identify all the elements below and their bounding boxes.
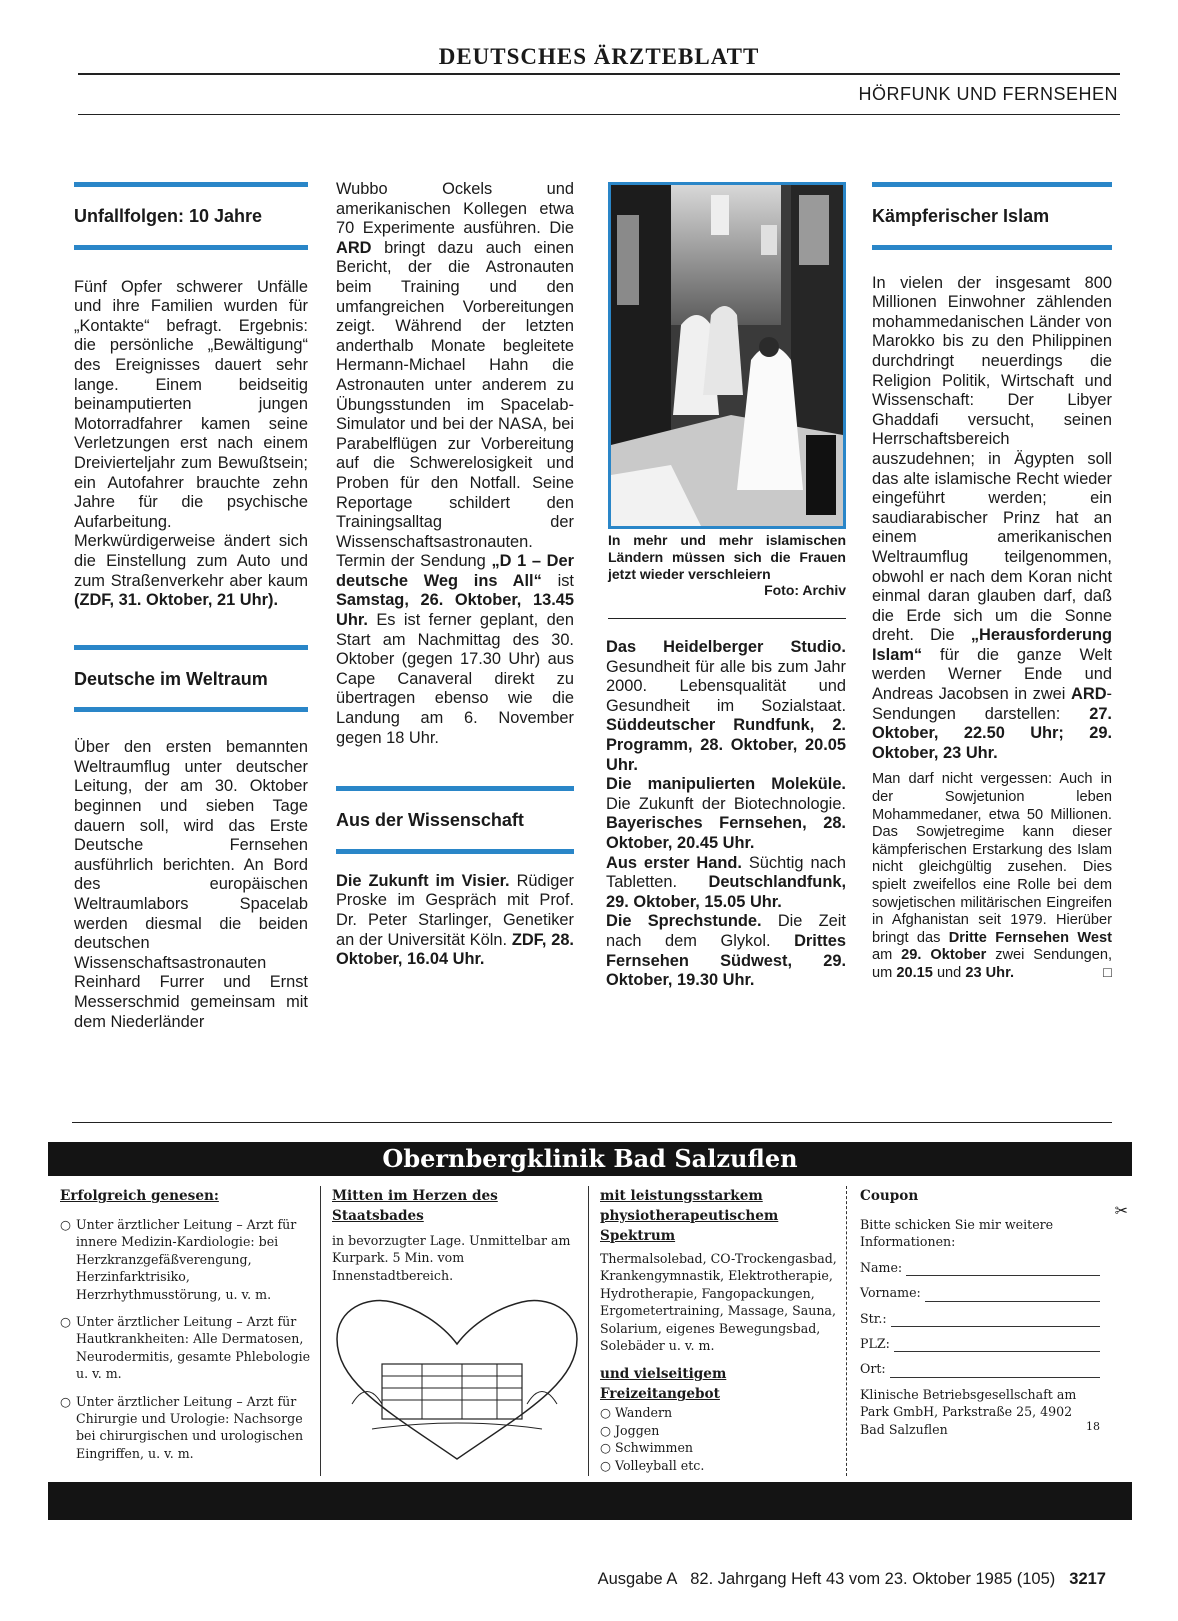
column-2 bbox=[336, 180, 574, 970]
ad-option: ○ Unter ärztlicher Leitung – Arzt für innere Medizin-Kardiologie: bei Herzkranzgefäßverengung, Herzinfarktrisiko, Herzrhythmusstörung, u. v. m. bbox=[60, 1217, 297, 1302]
ad-heading-freizeit: und vielseitigem Freizeitangebot bbox=[600, 1366, 727, 1403]
article-text-islam-sowjetunion: Man darf nicht vergessen: Auch in der Sowjetunion leben Mohammedaner, etwa 50 Millionen. Das Sowjetregime kann dieser kämpferischen Erstarkung des Islam nicht gleichgültig zusehen. Dies spielt zweifellos eine Rolle bei dem sowjetischen militärischen Eingreifen in Afghanistan seit 1979. Hierüber bringt das Dritte Fernsehen West am 29. Oktober zwei Sendungen, um 20.15 und 23 Uhr. □ bbox=[872, 771, 1113, 981]
article-text-weltraum: Über den ersten bemannten Weltraumflug unter deutscher Leitung, der am 30. Oktober beginnen und sieben Tage dauern soll, wird das Erste Deutsche Fernsehen ausführlich berichten. An Bord des europäischen Weltraumlabors Spacelab werden diesmal die beiden deutschen Wissenschaftsastronauten Reinhard Furrer und Ernst Messerschmid gemeinsam mit dem Niederländer bbox=[74, 738, 308, 1031]
ad-bottom-bar bbox=[48, 1482, 1132, 1520]
ad-option: ○ Wandern bbox=[600, 1405, 673, 1421]
masthead-rule bbox=[78, 73, 1120, 75]
ad-column-staatsbad bbox=[332, 1186, 582, 1469]
ad-top-rule bbox=[72, 1122, 1112, 1123]
advertisement-obernbergklinik bbox=[48, 1142, 1132, 1536]
circle-icon: ○ bbox=[60, 1393, 71, 1409]
heading-bar-bottom bbox=[872, 245, 1112, 250]
photo-credit: Foto: Archiv bbox=[764, 582, 846, 599]
article-text-weltraum-continued: Wubbo Ockels und amerikanischen Kollegen etwa 70 Experimente ausführen. Die ARD bringt dazu auch einen Bericht, der die Astronauten beim Training und den umfangreichen Vorbereitungen zeigt. Während der letzten anderthalb Monate begleitete Hermann-Michael Hahn die Astronauten unter anderem zu Übungsstunden im Spacelab-Simulator und bei der NASA, bei Parabelflügen zur Vorbereitung auf die Schwerelosigkeit und Proben für den Notfall. Seine Reportage schildert den Trainingsalltag der Wissenschaftsastronauten. Termin der Sendung „D 1 – Der deutsche Weg ins All“ ist Samstag, 26. Oktober, 13.45 Uhr. Es ist ferner geplant, den Start am Nachmittag des 30. Oktober (gegen 17.30 Uhr) aus Cape Canaveral direkt zu übertragen ebenso wie die Landung am 6. November gegen 18 Uhr. bbox=[336, 180, 574, 747]
article-text-unfallfolgen: Fünf Opfer schwerer Unfälle und ihre Familien wurden für „Kontakte“ befragt. Ergebnis: die persönliche „Bewältigung“ des Ereignisses dauert sehr lange. Einem beidseitig beinamputierten jungen Motorradfahrer kamen seine Verletzungen erst nach einem Dreivierteljahr zum Bewußtsein; ein Autofahrer brauchte zehn Jahre für die psychische Aufarbeitung. Merkwürdigerweise ändert sich die Einstellung zum Auto und zum Straßenverkehr aber kaum (ZDF, 31. Oktober, 21 Uhr). bbox=[74, 277, 308, 610]
article-heading-weltraum: Deutsche im Weltraum bbox=[74, 668, 268, 689]
article-heading-islam: Kämpferischer Islam bbox=[872, 206, 1050, 226]
section-title: HÖRFUNK UND FERNSEHEN bbox=[858, 84, 1118, 104]
listing-molekuele: Die manipulierten Moleküle. Die Zukunft der Biotechnologie. Bayerisches Fernsehen, 28. Oktober, 20.45 Uhr. bbox=[606, 775, 846, 852]
ad-option: ○ Schwimmen bbox=[600, 1440, 694, 1456]
caption-rule bbox=[608, 618, 846, 619]
ad-text-physiotherapie: Thermalsolebad, CO-Trockengasbad, Krankengymnastik, Elektrotherapie, Hydrotherapie, Fangopackungen, Ergometertraining, Massage, Sauna, Solarium, eigenes Bewegungsbad, Solebäder u. v. m. bbox=[600, 1251, 837, 1354]
circle-icon: ○ bbox=[600, 1422, 615, 1438]
ad-column-physiotherapie bbox=[600, 1186, 838, 1474]
end-mark: □ bbox=[1103, 964, 1112, 981]
circle-icon: ○ bbox=[600, 1405, 615, 1421]
ad-option: ○ Joggen bbox=[600, 1422, 660, 1438]
ad-heading-physiotherapie: mit leistungsstarkem physiotherapeutischem Spektrum bbox=[600, 1188, 779, 1244]
coupon-heading: Coupon bbox=[860, 1188, 919, 1204]
coupon bbox=[860, 1186, 1128, 1438]
circle-icon: ○ bbox=[60, 1217, 71, 1232]
circle-icon: ○ bbox=[600, 1457, 615, 1473]
section-rule bbox=[78, 114, 1120, 115]
heart-clinic-illustration bbox=[332, 1294, 582, 1464]
scissors-icon: ✂ bbox=[1114, 1201, 1128, 1220]
coupon-reference-number: 18 bbox=[1086, 1420, 1100, 1433]
ad-column-genesen bbox=[60, 1186, 312, 1462]
heading-bar-bottom bbox=[336, 849, 574, 854]
ad-option: ○ Volleyball etc. bbox=[600, 1457, 705, 1473]
ad-divider bbox=[320, 1186, 321, 1476]
article-text-islam: In vielen der insgesamt 800 Millionen Einwohner zählenden mohammedanischen Länder von Marokko bis zu den Philippinen durchdringt neuerdings die Religion Politik, Wirtschaft und Wissenschaft: Der Libyer Ghaddafi versucht, seinen Herrschaftsbereich auszudehnen; in Ägypten soll das alte islamische Recht wieder eingeführt werden; ein saudiarabischer Prinz hat an einem amerikanischen Weltraumflug teilgenommen, obwohl er nach dem Koran nicht einmal daran glauben darf, daß die Erde sich um die Sonne dreht. Die „Herausforderung Islam“ für die ganze Welt werden Werner Ende und Andreas Jacobsen in zwei ARD-Sendungen darstellen: 27. Oktober, 22.50 Uhr; 29. Oktober, 23 Uhr. bbox=[872, 273, 1112, 762]
column-3-listings bbox=[606, 638, 846, 991]
ad-text-staatsbad: in bevorzugter Lage. Unmittelbar am Kurpark. 5 Min. vom Innenstadtbereich. bbox=[332, 1233, 571, 1283]
ad-divider bbox=[588, 1186, 589, 1476]
coupon-strasse-field[interactable]: Str.: bbox=[860, 1310, 1100, 1327]
masthead: DEUTSCHES ÄRZTEBLATT bbox=[438, 44, 760, 69]
article-heading-unfallfolgen: Unfallfolgen: 10 Jahre bbox=[74, 206, 263, 226]
heading-bar-bottom bbox=[74, 245, 308, 250]
page-number: 3217 bbox=[1069, 1570, 1106, 1588]
column-1 bbox=[74, 182, 308, 1032]
coupon-address: Klinische Betriebsgesellschaft am Park GmbH, Parkstraße 25, 4902 Bad Salzuflen bbox=[860, 1386, 1077, 1437]
coupon-ort-field[interactable]: Ort: bbox=[860, 1360, 1100, 1377]
coupon-text: Bitte schicken Sie mir weitere Informationen: bbox=[860, 1217, 1054, 1250]
ad-heading-genesen: Erfolgreich genesen: bbox=[60, 1188, 219, 1204]
coupon-plz-field[interactable]: PLZ: bbox=[860, 1335, 1100, 1352]
photo-caption: In mehr und mehr islamischen Ländern müssen sich die Frauen jetzt wieder verschleiern Foto: Archiv bbox=[608, 532, 846, 599]
ad-heading-staatsbad: Mitten im Herzen des Staatsbades bbox=[332, 1188, 498, 1224]
coupon-vorname-field[interactable]: Vorname: bbox=[860, 1284, 1100, 1301]
coupon-name-field[interactable]: Name: bbox=[860, 1259, 1100, 1276]
ad-title: Obernbergklinik Bad Salzuflen bbox=[48, 1142, 1132, 1176]
article-heading-wissenschaft: Aus der Wissenschaft bbox=[336, 810, 524, 831]
column-4 bbox=[872, 182, 1112, 983]
circle-icon: ○ bbox=[600, 1440, 615, 1456]
photo-veiled-women bbox=[608, 182, 846, 529]
listing-erster-hand: Aus erster Hand. Süchtig nach Tabletten. Deutschlandfunk, 29. Oktober, 15.05 Uhr. bbox=[606, 853, 846, 911]
coupon-cut-line bbox=[846, 1186, 847, 1476]
article-text-wissenschaft: Die Zukunft im Visier. Rüdiger Proske im Gespräch mit Prof. Dr. Peter Starlinger, Genetiker an der Universität Köln. ZDF, 28. Oktober, 16.04 Uhr. bbox=[336, 871, 574, 969]
circle-icon: ○ bbox=[60, 1314, 71, 1330]
listing-sprechstunde: Die Sprechstunde. Die Zeit nach dem Glykol. Drittes Fernsehen Südwest, 29. Oktober, 19.30 Uhr. bbox=[606, 912, 846, 990]
edition-info: Ausgabe A 82. Jahrgang Heft 43 vom 23. Oktober 1985 (105) bbox=[597, 1570, 1056, 1588]
heading-bar-bottom bbox=[74, 707, 308, 712]
page-footer bbox=[598, 1570, 1106, 1589]
ad-option: ○ Unter ärztlicher Leitung – Arzt für Hautkrankheiten: Alle Dermatosen, Neurodermitis, gesamte Phlebologie u. v. m. bbox=[60, 1314, 311, 1382]
listing-heidelberger-studio: Das Heidelberger Studio. Gesundheit für alle bis zum Jahr 2000. Lebensqualität und Gesundheit im Sozialstaat. Süddeutscher Rundfunk, 2. Programm, 28. Oktober, 20.05 Uhr. bbox=[606, 638, 846, 774]
ad-option: ○ Unter ärztlicher Leitung – Arzt für Chirurgie und Urologie: Nachsorge bei chirurgischen und urologischen Eingriffen, u. v. m. bbox=[60, 1393, 304, 1461]
